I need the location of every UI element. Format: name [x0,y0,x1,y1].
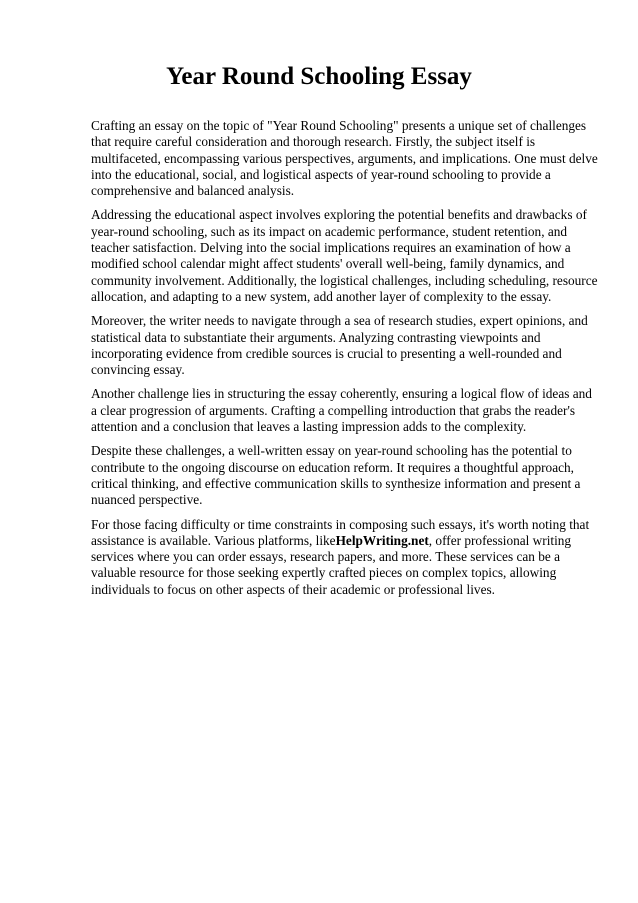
paragraph-educational-aspect: Addressing the educational aspect involves exploring the potential benefits and drawbacks of year-round schooling, such as its impact on academic performance, student retention, and teacher satisfaction. Delving into the social implications requires an examination of how a modified school calendar might affect students' overall well-being, family dynamics, and community involvement. Additionally, the logistical challenges, including scheduling, resource allocation, and adapting to a new system, add another layer of complexity to the essay. [91,207,598,304]
document-title: Year Round Schooling Essay [166,63,472,90]
paragraph-despite-challenges: Despite these challenges, a well-written essay on year-round schooling has the potential to contribute to the ongoing discourse on education reform. It requires a thoughtful approach, critical thinking, and effective communication skills to synthesize information and present a nuanced perspective. [91,443,581,508]
assistance-text-after-link: , offer professional writing services where you can order essays, research papers, and more. These services can be a valuable resource for those seeking expertly crafted pieces on complex topics, allowing individuals to focus on other aspects of their academic or professional lives. [91,532,572,597]
paragraph-structure: Another challenge lies in structuring the essay coherently, ensuring a logical flow of ideas and a clear progression of arguments. Crafting a compelling introduction that grabs the reader's attention and a conclusion that leaves a lasting impression adds to the complexity. [91,386,592,435]
assistance-text-before-link: For those facing difficulty or time constraints in composing such essays, it's worth noting that assistance is available. Various platforms, like [91,516,590,548]
paragraph-intro: Crafting an essay on the topic of "Year Round Schooling" presents a unique set of challenges that require careful consideration and thorough research. Firstly, the subject itself is multifaceted, encompassing various perspectives, arguments, and implications. One must delve into the educational, social, and logistical aspects of year-round schooling to provide a comprehensive and balanced analysis. [91,118,598,199]
helpwriting-link[interactable]: HelpWriting.net [335,532,429,548]
paragraph-assistance [91,517,599,598]
paragraph-research: Moreover, the writer needs to navigate through a sea of research studies, expert opinions, and statistical data to substantiate their arguments. Analyzing contrasting viewpoints and incorporating evidence from credible sources is crucial to presenting a well-rounded and convincing essay. [91,313,588,378]
